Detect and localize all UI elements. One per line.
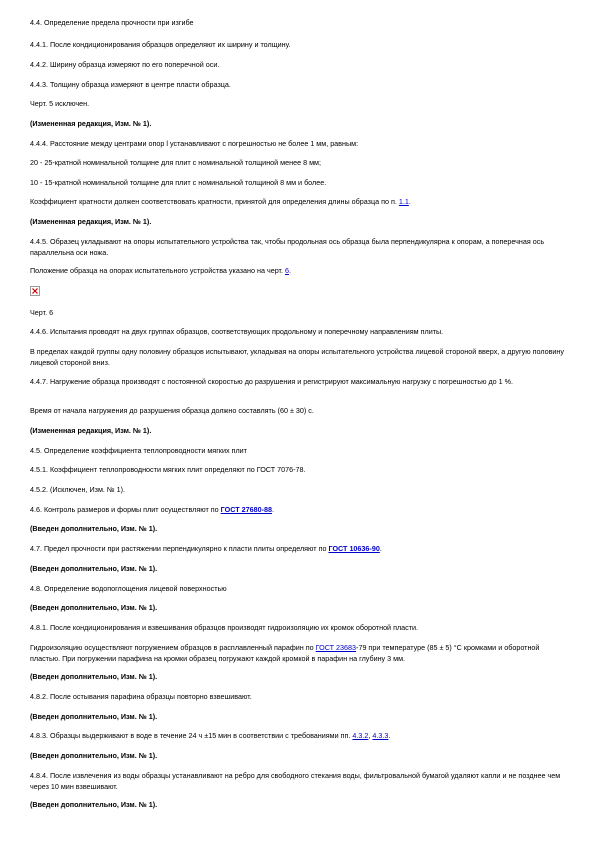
paragraph-text: -79 при температуре (85 ± 5) °С кромками и оборотной пластью. При погружении парафина на кромки образец погружают каждой кромкой в парафин на глубину 3 мм.: [30, 643, 540, 663]
paragraph: [30, 505, 565, 516]
paragraph-text: 4.8.3. Образцы выдерживают в воде в течение 24 ч ±15 мин в соответствии с требованиями пп.: [30, 731, 353, 740]
section-heading-4-8: 4.8. Определение водопоглощения лицевой поверхностью: [30, 584, 227, 593]
paragraph: [30, 731, 565, 742]
paragraph: Черт. 5 исключен.: [30, 99, 90, 108]
paragraph: 4.8.2. После остывания парафина образцы повторно взвешивают.: [30, 692, 252, 701]
paragraph: 10 - 15-кратной номинальной толщине для плит с номинальной толщиной 8 мм и более.: [30, 178, 327, 187]
paragraph: [30, 643, 565, 664]
paragraph-text: Гидроизоляцию осуществляют погружением образцов в расплавленный парафин по: [30, 643, 316, 652]
paragraph: 4.8.1. После кондиционирования и взвешивания образцов производят гидроизоляцию их кромок оборотной пласти.: [30, 623, 419, 632]
amendment-note: (Измененная редакция, Изм. № 1).: [30, 426, 152, 435]
section-heading-4-4: 4.4. Определение предела прочности при изгибе: [30, 18, 194, 27]
paragraph: 4.4.7. Нагружение образца производят с постоянной скоростью до разрушения и регистрируют максимальную нагрузку с погрешностью до 1 %.: [30, 377, 514, 386]
link-gost-10636-90[interactable]: ГОСТ 10636-90: [328, 544, 380, 553]
paragraph-text: 4.7. Предел прочности при растяжении перпендикулярно к пласти плиты определяют по: [30, 544, 329, 553]
paragraph-text: .: [271, 505, 274, 514]
amendment-note: (Введен дополнительно, Изм. № 1).: [30, 603, 158, 612]
paragraph: В пределах каждой группы одну половину образцов испытывают, укладывая на опоры испытательного устройства лицевой стороной вверх, а другую половину лицевой стороной вниз.: [30, 347, 564, 367]
link-gost-27680-88[interactable]: ГОСТ 27680-88: [220, 505, 272, 514]
paragraph: 4.4.2. Ширину образца измеряют по его поперечной оси.: [30, 60, 220, 69]
paragraph-text: .: [388, 731, 391, 740]
paragraph: [30, 266, 565, 277]
link-gost-23683[interactable]: ГОСТ 23683: [315, 643, 357, 652]
amendment-note: (Введен дополнительно, Изм. № 1).: [30, 712, 158, 721]
paragraph: Время от начала нагружения до разрушения образца должно составлять (60 ± 30) с.: [30, 406, 314, 415]
paragraph-text: Положение образца на опорах испытательного устройства указано на черт.: [30, 266, 286, 275]
link-clause-4-3-3[interactable]: 4.3.3: [372, 731, 389, 740]
paragraph: [30, 197, 565, 208]
amendment-note: (Измененная редакция, Изм. № 1).: [30, 119, 152, 128]
amendment-note: (Введен дополнительно, Изм. № 1).: [30, 524, 158, 533]
paragraph: 4.4.3. Толщину образца измеряют в центре пласти образца.: [30, 80, 231, 89]
broken-image-x-mark: [32, 288, 38, 294]
link-figure-6[interactable]: 6: [285, 266, 290, 275]
paragraph: 4.4.1. После кондиционирования образцов определяют их ширину и толщину.: [30, 40, 291, 49]
paragraph-text: .: [408, 197, 411, 206]
section-heading-4-5: 4.5. Определение коэффициента теплопроводности мягких плит: [30, 446, 247, 455]
link-clause-1-1[interactable]: 1.1: [398, 197, 409, 206]
paragraph-text: ,: [368, 731, 373, 740]
paragraph: 20 - 25-кратной номинальной толщине для плит с номинальной толщиной менее 8 мм;: [30, 158, 321, 167]
paragraph-text: .: [289, 266, 292, 275]
paragraph-text: .: [379, 544, 382, 553]
paragraph-text: 4.6. Контроль размеров и формы плит осуществляют по: [30, 505, 221, 514]
paragraph: 4.4.6. Испытания проводят на двух группах образцов, соответствующих продольному и поперечному направлениям плиты.: [30, 327, 444, 336]
paragraph: 4.5.1. Коэффициент теплопроводности мягких плит определяют по ГОСТ 7076-78.: [30, 465, 306, 474]
paragraph-text: Коэффициент кратности должен соответствовать кратности, принятой для определения длины образца по п.: [30, 197, 399, 206]
amendment-note: (Введен дополнительно, Изм. № 1).: [30, 672, 158, 681]
broken-image-icon: [30, 286, 40, 296]
amendment-note: (Введен дополнительно, Изм. № 1).: [30, 751, 158, 760]
paragraph: 4.8.4. После извлечения из воды образцы устанавливают на ребро для свободного стекания воды, фильтровальной бумагой удаляют капли и не позднее чем через 10 мин взвешивают.: [30, 771, 561, 791]
paragraph: 4.5.2. (Исключен, Изм. № 1).: [30, 485, 125, 494]
paragraph: 4.4.4. Расстояние между центрами опор l устанавливают с погрешностью не более 1 мм, равным:: [30, 139, 359, 148]
link-clause-4-3-2[interactable]: 4.3.2: [352, 731, 369, 740]
figure-caption: Черт. 6: [30, 308, 54, 317]
paragraph: 4.4.5. Образец укладывают на опоры испытательного устройства так, чтобы продольная ось образца была перпендикулярна к опорам, а поперечная ось параллельна оси ножа.: [30, 237, 545, 257]
paragraph: [30, 544, 565, 555]
amendment-note: (Измененная редакция, Изм. № 1).: [30, 217, 152, 226]
amendment-note: (Введен дополнительно, Изм. № 1).: [30, 800, 158, 809]
amendment-note: (Введен дополнительно, Изм. № 1).: [30, 564, 158, 573]
